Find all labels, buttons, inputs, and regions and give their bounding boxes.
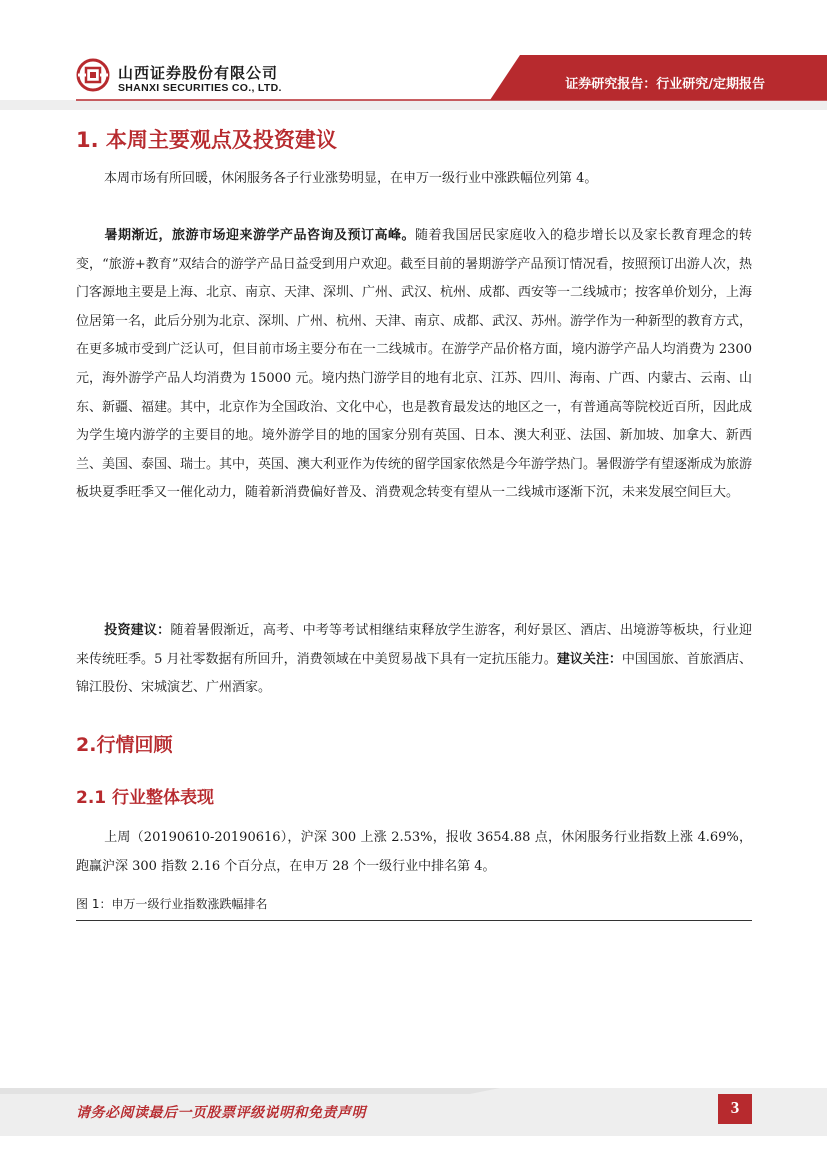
page-number: 3 [730, 1098, 740, 1117]
investment-advice-body: 随着暑假渐近，高考、中考等考试相继结束释放学生游客，利好景区、酒店、出境游等板块，行业迎来传统旺季。5 月社零数据有所回升，消费领域在中美贸易战下具有一定抗压能力。 [76, 623, 752, 667]
investment-advice-label: 投资建议： [104, 623, 171, 638]
study-tour-lead: 暑期渐近，旅游市场迎来游学产品咨询及预订高峰。 [104, 228, 415, 243]
footer-disclaimer: 请务必阅读最后一页股票评级说明和免责声明 [76, 1105, 366, 1121]
page-header [0, 0, 827, 110]
recommend-focus-body: 中国国旅、首旅酒店、锦江股份、宋城演艺、广州酒家。 [76, 651, 752, 696]
company-name-cn: 山西证券股份有限公司 [118, 64, 279, 82]
recommend-focus-label: 建议关注： [556, 651, 622, 667]
report-type-label: 证券研究报告：行业研究/定期报告 [565, 77, 765, 92]
section-2-1-title: 2.1 行业整体表现 [76, 788, 215, 808]
figure-caption: 图 1：申万一级行业指数涨跌幅排名 [76, 897, 268, 911]
company-logo-icon [76, 58, 110, 92]
section-2-title: 2.行情回顾 [76, 734, 173, 756]
paragraph-investment-advice [76, 617, 752, 703]
paragraph-study-tour [76, 222, 752, 508]
section-1-title: 1. 本周主要观点及投资建议 [76, 128, 337, 152]
paragraph-market-summary: 本周市场有所回暖，休闲服务各子行业涨势明显，在申万一级行业中涨跌幅位列第 4。 [104, 171, 598, 186]
paragraph-market-review: 上周（20190610-20190616），沪深 300 上涨 2.53%，报收 3654.88 点，休闲服务行业指数上涨 4.69%，跑赢沪深 300 指数 2.16 个百分点，在申万 28 个一级行业中排名第 4。 [76, 830, 752, 874]
company-name-en: SHANXI SECURITIES CO., LTD. [118, 82, 282, 94]
study-tour-body: 随着我国居民家庭收入的稳步增长以及家长教育理念的转变，“旅游+教育”双结合的游学产品日益受到用户欢迎。截至目前的暑期游学产品预订情况看，按照预订出游人次，热门客源地主要是上海、北京、南京、天津、深圳、广州、武汉、杭州、成都、西安等一二线城市；按客单价划分，上海位居第一名，此后分别为北京、深圳、广州、杭州、天津、南京、成都、武汉、苏州。游学作为一种新型的教育方式，在更多城市受到广泛认可，但目前市场主要分布在一二线城市。在游学产品价格方面，境内游学产品人均消费为 2300 元，海外游学产品人均消费为 15000 元。境内热门游学目的地有北京、江苏、四川、海南、广西、内蒙古、云南、山东、新疆、福建。其中，北京作为全国政治、文化中心，也是教育最发达的地区之一，有普通高等院校近百所，因此成为学生境内游学的主要目的地。境外游学目的地的国家分别有英国、日本、澳大利亚、法国、新加坡、加拿大、新西兰、美国、泰国、瑞士。其中，英国、澳大利亚作为传统的留学国家依然是今年游学热门。暑假游学有望逐渐成为旅游板块夏季旺季又一催化动力，随着新消费偏好普及、消费观念转变有望从一二线城市逐渐下沉，未来发展空间巨大。 [76, 228, 753, 501]
page-number-badge [718, 1094, 752, 1124]
figure-divider [76, 920, 752, 921]
